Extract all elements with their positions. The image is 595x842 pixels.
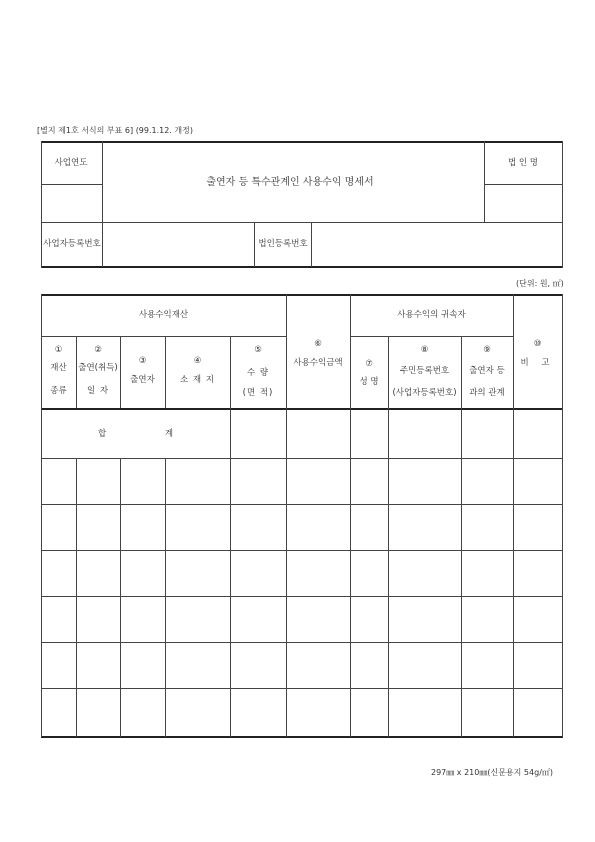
total-label: 합 계 — [97, 429, 202, 439]
table-row[interactable] — [42, 459, 562, 503]
col1-label-line2: 종류 — [50, 386, 67, 396]
col3-label: 출연자 — [130, 375, 155, 385]
group-header-beneficiary: 사용수익의 귀속자 — [397, 310, 466, 320]
col3-number: ③ — [138, 356, 147, 366]
col5-label-line1: 수 량 — [246, 368, 270, 378]
col6-label: 사용수익금액 — [293, 358, 343, 368]
table-row[interactable] — [42, 643, 562, 687]
col2-label-line1: 출연(취득) — [78, 363, 118, 373]
col8-label-line2: (사업자등록번호) — [392, 388, 457, 398]
col8-number: ⑧ — [420, 345, 429, 355]
col9-label-line2: 과의 관계 — [469, 388, 505, 398]
col7-number: ⑦ — [365, 359, 373, 369]
table-row[interactable] — [42, 597, 562, 641]
business-year-field[interactable] — [43, 186, 101, 220]
col9-number: ⑨ — [483, 345, 491, 355]
paper-spec-footer: 297㎜ x 210㎜(신문용지 54g/㎡) — [431, 768, 554, 777]
col1-label-line1: 재산 — [50, 363, 67, 373]
col7-label: 성 명 — [359, 377, 379, 387]
corp-name-label: 법 인 명 — [507, 158, 539, 168]
table-row[interactable] — [42, 551, 562, 595]
col1-number: ① — [54, 345, 63, 355]
corp-reg-label: 법인등록번호 — [258, 239, 308, 249]
col9-label-line1: 출연자 등 — [469, 366, 505, 376]
col10-number: ⑩ — [533, 339, 542, 349]
group-header-property: 사용수익재산 — [138, 310, 189, 320]
business-reg-label: 사업자등록번호 — [43, 239, 101, 249]
col2-number: ② — [94, 345, 102, 355]
corp-reg-field[interactable] — [313, 224, 561, 265]
business-reg-field[interactable] — [104, 224, 253, 265]
col10-label: 비 고 — [520, 358, 555, 368]
col2-label-line2: 일 자 — [86, 386, 110, 396]
form-title: 출연자 등 특수관계인 사용수익 명세서 — [206, 177, 374, 188]
col6-number: ⑥ — [314, 339, 322, 349]
col4-number: ④ — [193, 356, 202, 366]
col8-label-line1: 주민등록번호 — [399, 366, 450, 376]
table-row[interactable] — [42, 689, 562, 735]
corp-name-field[interactable] — [486, 186, 561, 220]
table-row[interactable] — [42, 505, 562, 549]
form-reference: [별지 제1호 서식의 부표 6] (99.1.12. 개정) — [37, 126, 194, 135]
col4-label: 소 재 지 — [179, 375, 216, 385]
col5-label-line2: (면 적) — [242, 388, 274, 398]
col5-number: ⑤ — [254, 345, 262, 355]
unit-note: (단위: 원, ㎡) — [516, 279, 564, 288]
business-year-label: 사업연도 — [54, 158, 88, 168]
